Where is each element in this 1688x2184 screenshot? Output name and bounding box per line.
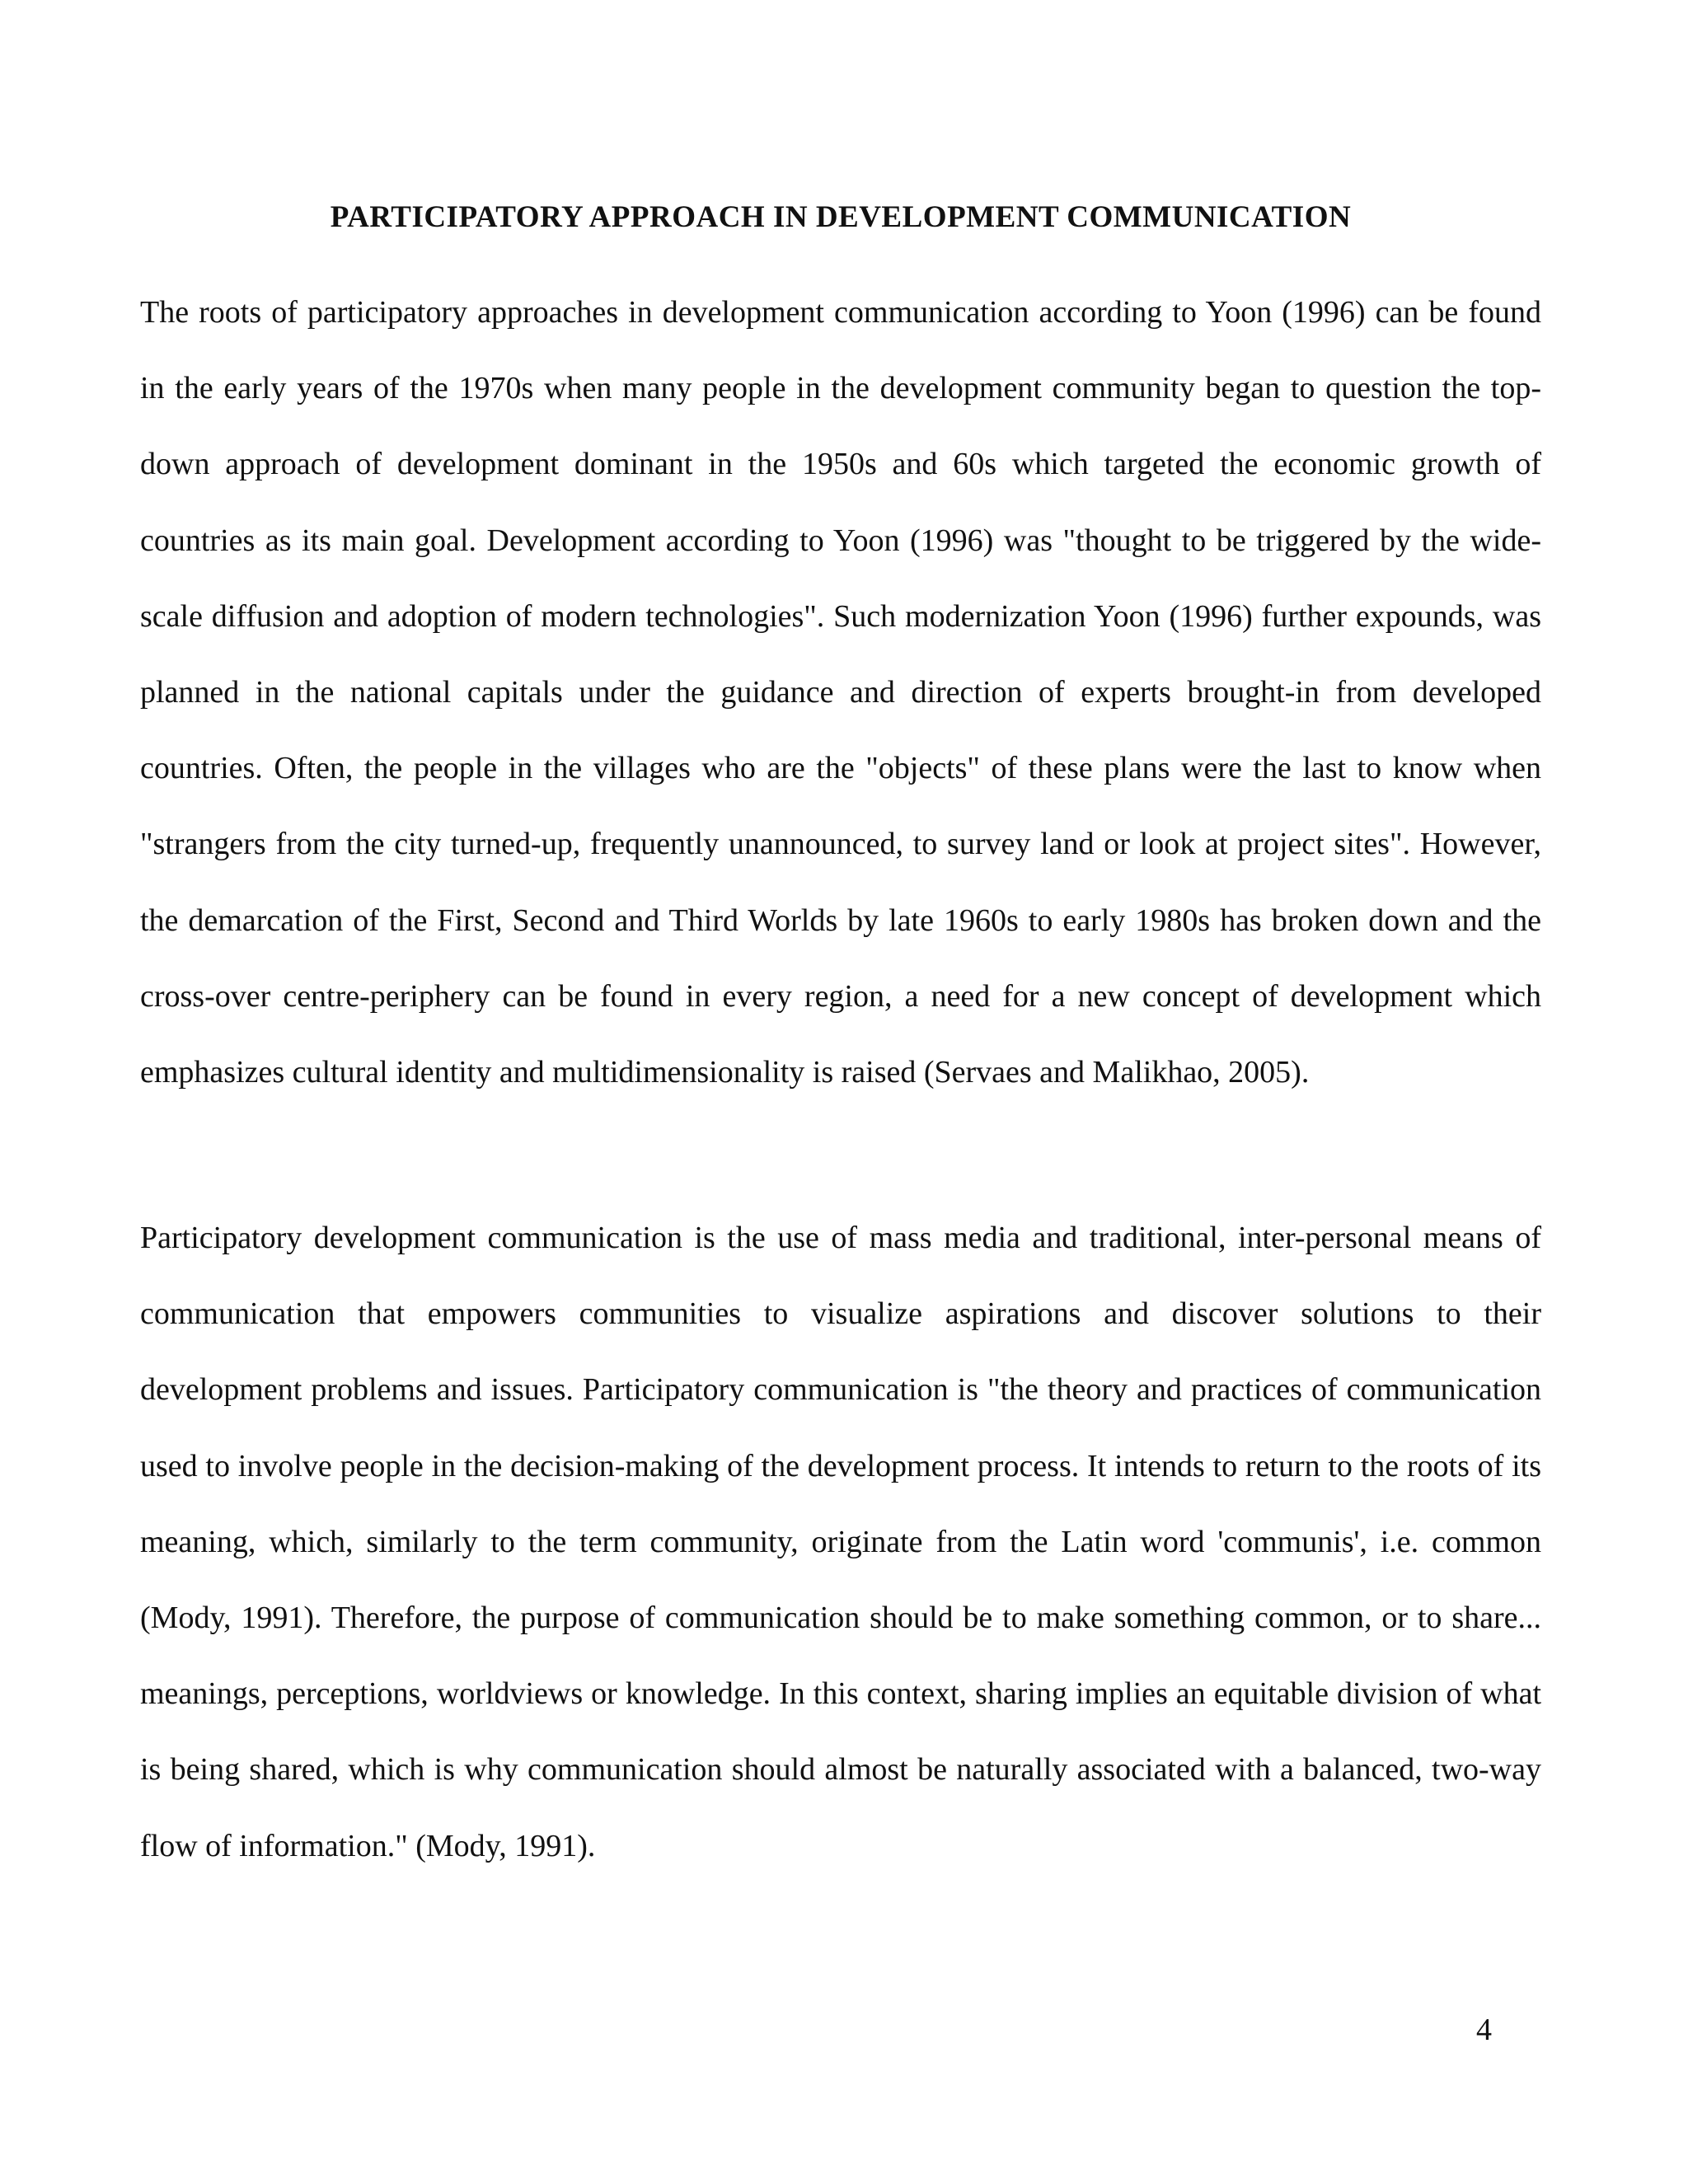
document-title: PARTICIPATORY APPROACH IN DEVELOPMENT COMMUNICATION bbox=[330, 200, 1352, 234]
page-number: 4 bbox=[1476, 2013, 1492, 2047]
body-paragraph-2: Participatory development communication is the use of mass media and traditional, inter-personal means of communication that empowers communities to visualize aspirations and discover solutions to their development problems and issues. Participatory communication is "the theory and practices of communication used to involve people in the decision-making of the development process. It intends to return to the roots of its meaning, which, similarly to the term community, originate from the Latin word 'communis', i.e. common (Mody, 1991). Therefore, the purpose of communication should be to make something common, or to share... meanings, perceptions, worldviews or knowledge. In this context, sharing implies an equitable division of what is being shared, which is why communication should almost be naturally associated with a balanced, two-way flow of information." (Mody, 1991). bbox=[140, 1221, 1541, 1863]
body-paragraph-1: The roots of participatory approaches in development communication according to Yoon (1996) can be found in the early years of the 1970s when many people in the development community began to question the top-down approach of development dominant in the 1950s and 60s which targeted the economic growth of countries as its main goal. Development according to Yoon (1996) was "thought to be triggered by the wide-scale diffusion and adoption of modern technologies". Such modernization Yoon (1996) further expounds, was planned in the national capitals under the guidance and direction of experts brought-in from developed countries. Often, the people in the villages who are the "objects" of these plans were the last to know when "strangers from the city turned-up, frequently unannounced, to survey land or look at project sites". However, the demarcation of the First, Second and Third Worlds by late 1960s to early 1980s has broken down and the cross-over centre-periphery can be found in every region, a need for a new concept of development which emphasizes cultural identity and multidimensionality is raised (Servaes and Malikhao, 2005). bbox=[140, 295, 1541, 1090]
